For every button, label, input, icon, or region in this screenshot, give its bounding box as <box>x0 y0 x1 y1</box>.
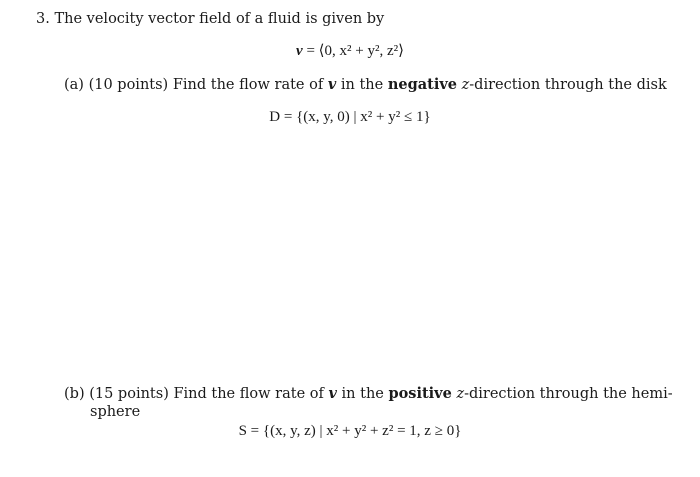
disk-set: D = {(x, y, 0) | x² + y² ≤ 1} <box>269 109 431 125</box>
part-a-vector: v <box>327 76 337 93</box>
part-b-text-after: -direction through the hemi- <box>464 386 673 402</box>
part-b-z: z <box>456 386 465 402</box>
hemisphere-set-definition <box>0 422 700 440</box>
part-a-text-after: -direction through the disk <box>469 77 667 93</box>
part-a-emphasis: negative <box>387 76 458 93</box>
part-b-points: (15 points) <box>89 386 169 402</box>
field-vector-symbol: v <box>296 43 303 59</box>
velocity-field-equation <box>0 42 700 60</box>
part-a-label: (a) <box>64 77 84 93</box>
part-b-statement <box>64 385 673 403</box>
part-b-emphasis: positive <box>388 385 452 402</box>
part-b-text-before: Find the flow rate of <box>173 386 324 402</box>
disk-set-definition <box>0 108 700 126</box>
field-definition: = ⟨0, x² + y², z²⟩ <box>302 43 404 59</box>
problem-number: 3. <box>36 11 50 27</box>
part-b-continuation <box>90 403 140 421</box>
hemisphere-set: S = {(x, y, z) | x² + y² + z² = 1, z ≥ 0} <box>238 423 462 439</box>
part-b-label: (b) <box>64 386 85 402</box>
part-b-text-cont: sphere <box>90 404 141 420</box>
problem-intro-line <box>36 10 384 28</box>
part-a-text-mid: in the <box>340 77 384 93</box>
problem-intro-text: The velocity vector field of a fluid is given by <box>54 11 385 27</box>
part-a-statement <box>64 76 667 94</box>
part-a-z: z <box>461 77 470 93</box>
part-b-vector: v <box>328 385 337 402</box>
part-b-text-mid: in the <box>341 386 384 402</box>
part-a-points: (10 points) <box>88 77 169 93</box>
part-a-text-before: Find the flow rate of <box>172 77 324 93</box>
